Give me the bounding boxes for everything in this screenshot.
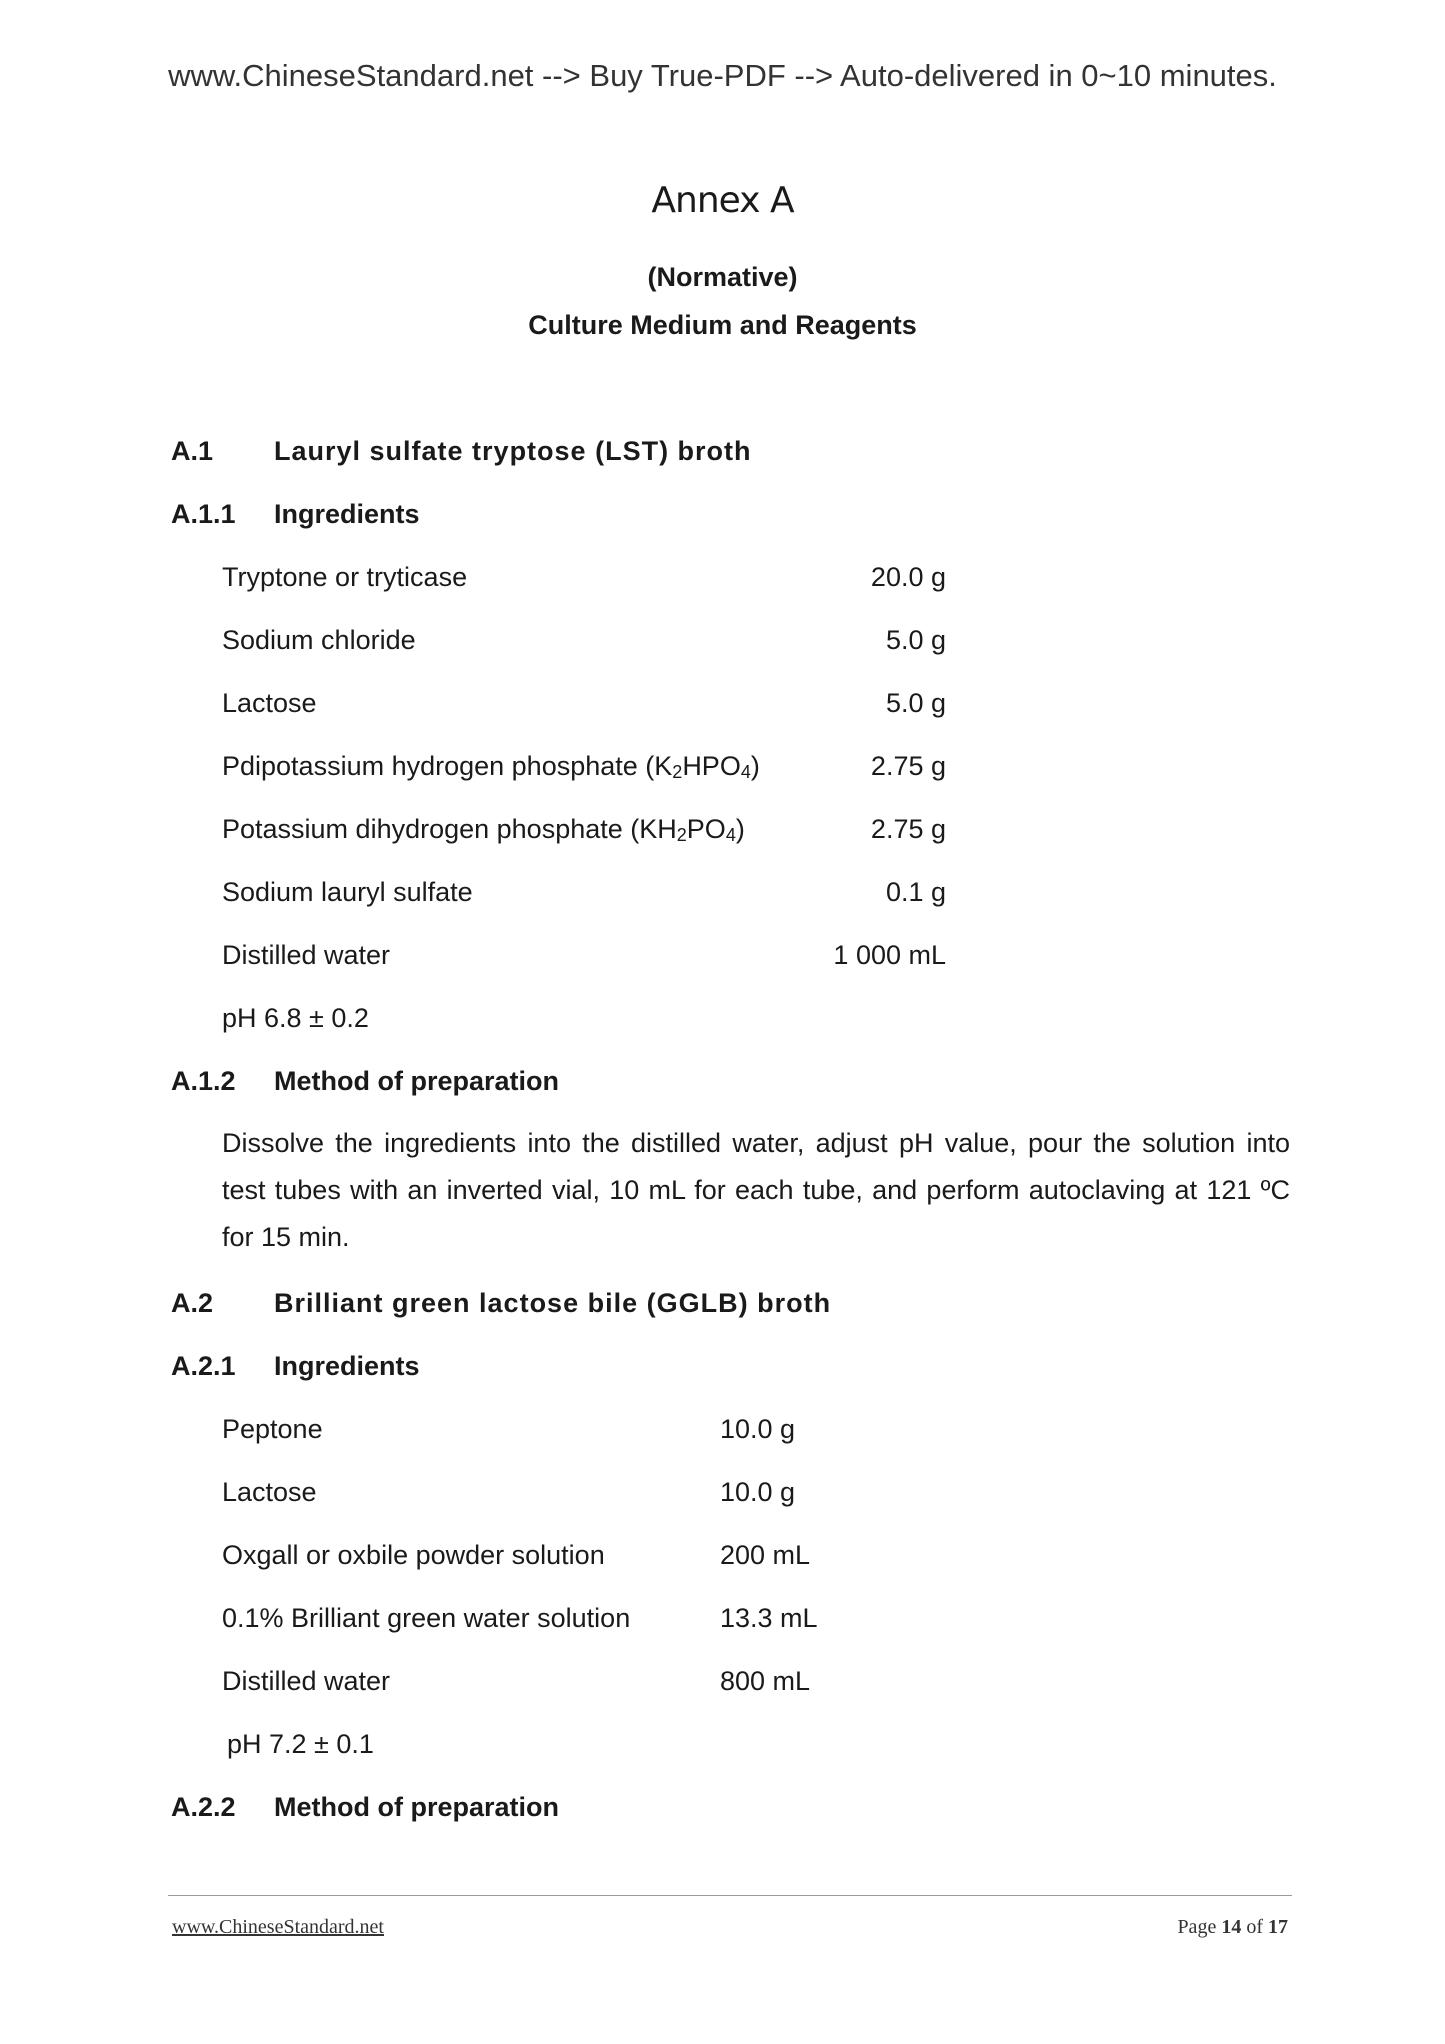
ingredient-amount: 20.0 g	[870, 562, 946, 592]
ingredient-name: Lactose	[222, 1477, 317, 1507]
ingredient-amount: 2.75 g	[870, 751, 946, 781]
ingredient-name: Sodium chloride	[222, 625, 416, 655]
method-paragraph	[222, 1120, 1290, 1261]
page-banner: www.ChineseStandard.net --> Buy True-PDF --> Auto-delivered in 0~10 minutes.	[168, 58, 1277, 93]
section-a1-number: A.1	[171, 436, 214, 466]
ph-value: pH 6.8 ± 0.2	[222, 1003, 369, 1033]
ingredient-name: Lactose	[222, 688, 317, 718]
ingredient-amount: 200 mL	[720, 1540, 811, 1570]
annex-type: (Normative)	[647, 262, 798, 292]
ingredient-name: Tryptone or tryticase	[222, 562, 468, 592]
section-a2-1-title: Ingredients	[274, 1351, 420, 1381]
ingredient-name	[222, 814, 745, 845]
section-a2-2-title: Method of preparation	[274, 1792, 559, 1822]
section-a1-1-number: A.1.1	[171, 499, 236, 529]
section-a1-title: Lauryl sulfate tryptose (LST) broth	[274, 436, 752, 466]
ingredient-name	[222, 751, 760, 782]
section-a2-number: A.2	[171, 1288, 214, 1318]
ingredient-name: Distilled water	[222, 940, 391, 970]
ingredient-name: Distilled water	[222, 1666, 391, 1696]
ph-value: pH 7.2 ± 0.1	[227, 1729, 374, 1759]
ingredient-amount: 2.75 g	[870, 814, 946, 844]
footer-divider	[168, 1895, 1292, 1896]
subscript: 2	[676, 825, 687, 845]
section-a1-2-number: A.1.2	[171, 1066, 236, 1096]
annex-subtitle: Culture Medium and Reagents	[528, 310, 917, 340]
ingredient-amount: 0.1 g	[885, 877, 946, 907]
ingredient-name-part: PO	[686, 814, 726, 844]
ingredient-name-part: )	[735, 814, 745, 844]
ingredient-amount: 13.3 mL	[720, 1603, 818, 1633]
ingredient-name-part: HPO	[682, 751, 741, 781]
section-a2-title: Brilliant green lactose bile (GGLB) broth	[274, 1288, 832, 1318]
ingredient-name-part: )	[750, 751, 760, 781]
ingredient-amount: 1 000 mL	[833, 940, 946, 970]
ingredient-name: Oxgall or oxbile powder solution	[222, 1540, 605, 1570]
subscript: 2	[672, 762, 683, 782]
ingredient-amount: 800 mL	[720, 1666, 811, 1696]
annex-title: Annex A	[651, 180, 794, 221]
ingredient-name-part: Potassium dihydrogen phosphate (KH	[222, 814, 677, 844]
section-a1-1-title: Ingredients	[274, 499, 420, 529]
footer-site-link[interactable]: www.ChineseStandard.net	[172, 1916, 384, 1938]
page-label: Page	[1177, 1916, 1217, 1938]
section-a2-2-number: A.2.2	[171, 1792, 236, 1822]
current-page: 14	[1221, 1916, 1242, 1938]
page-number	[1177, 1916, 1288, 1939]
ingredient-amount: 5.0 g	[885, 625, 946, 655]
subscript: 4	[740, 762, 751, 782]
method-text: Dissolve the ingredients into the distilled water, adjust pH value, pour the solution into test tubes with an inverted vial, 10 mL for each tube, and perform autoclaving at 121 ºC for 15 min.	[222, 1128, 1290, 1252]
of-label: of	[1246, 1916, 1263, 1938]
total-pages: 17	[1268, 1916, 1288, 1938]
ingredient-name: Peptone	[222, 1414, 323, 1444]
ingredient-amount: 10.0 g	[720, 1477, 796, 1507]
ingredient-name: Sodium lauryl sulfate	[222, 877, 473, 907]
ingredient-amount: 5.0 g	[885, 688, 946, 718]
ingredient-name: 0.1% Brilliant green water solution	[222, 1603, 631, 1633]
section-a1-2-title: Method of preparation	[274, 1066, 559, 1096]
ingredient-name-part: Pdipotassium hydrogen phosphate (K	[222, 751, 673, 781]
section-a2-1-number: A.2.1	[171, 1351, 236, 1381]
ingredient-amount: 10.0 g	[720, 1414, 796, 1444]
subscript: 4	[725, 825, 736, 845]
